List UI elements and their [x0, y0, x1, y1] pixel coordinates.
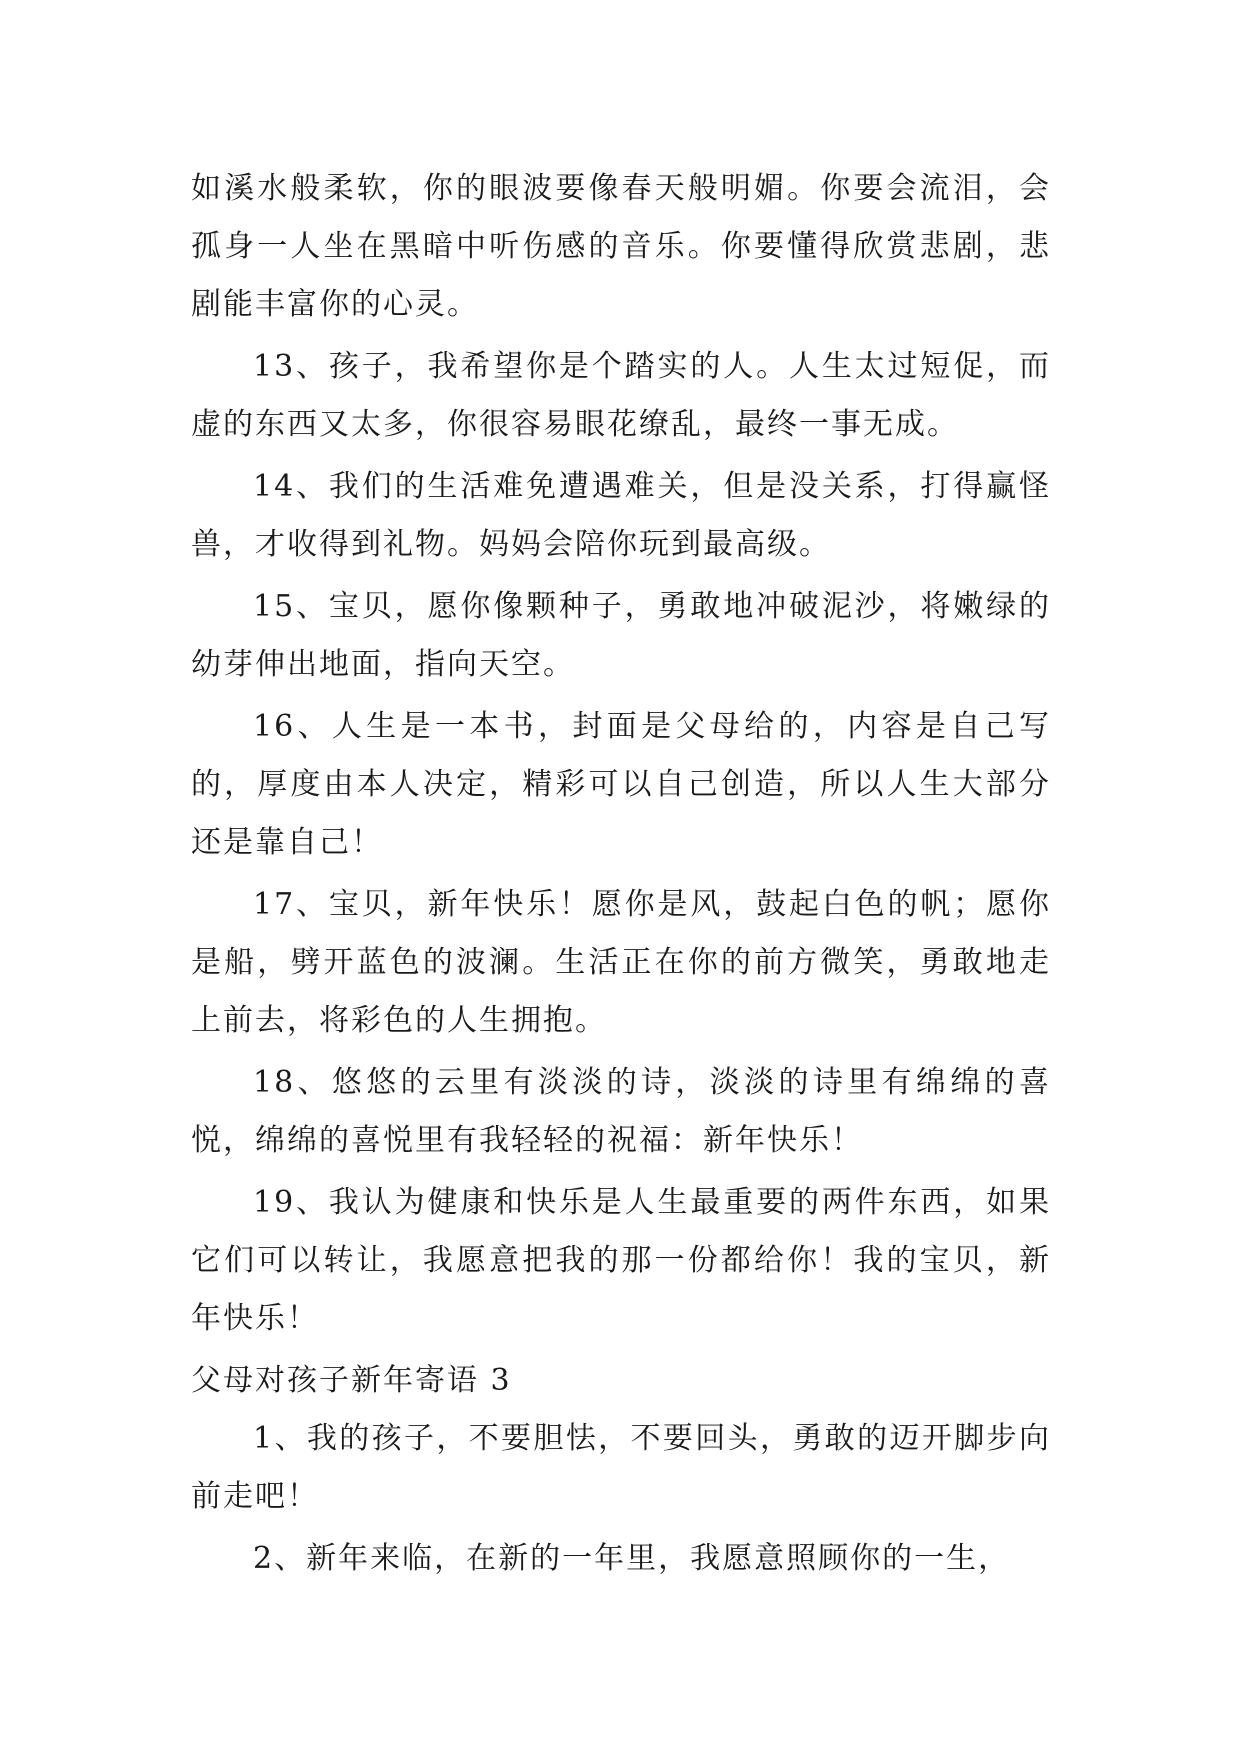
- section-heading: 父母对孩子新年寄语 3: [191, 1363, 512, 1398]
- section-paragraph-item-1: 1、我的孩子，不要胆怯，不要回头，勇敢的迈开脚步向前走吧！: [191, 1421, 1051, 1514]
- section-paragraph-item-2: 2、新年来临，在新的一年里，我愿意照顾你的一生，: [253, 1541, 1011, 1576]
- paragraph-item-16: 16、人生是一本书，封面是父母给的，内容是自己写的，厚度由本人决定，精彩可以自己创造，所以人生大部分还是靠自己！: [191, 709, 1051, 860]
- paragraph-item-13: 13、孩子，我希望你是个踏实的人。人生太过短促，而虚的东西又太多，你很容易眼花缭乱，最终一事无成。: [191, 349, 1051, 442]
- document-body: [191, 160, 1051, 1592]
- paragraph-item-19: 19、我认为健康和快乐是人生最重要的两件东西，如果它们可以转让，我愿意把我的那一份都给你！我的宝贝，新年快乐！: [191, 1185, 1051, 1336]
- paragraph-item-18: 18、悠悠的云里有淡淡的诗，淡淡的诗里有绵绵的喜悦，绵绵的喜悦里有我轻轻的祝福：新年快乐！: [191, 1065, 1051, 1158]
- paragraph-item-15: 15、宝贝，愿你像颗种子，勇敢地冲破泥沙，将嫩绿的幼芽伸出地面，指向天空。: [191, 589, 1051, 682]
- paragraph-item-17: 17、宝贝，新年快乐！愿你是风，鼓起白色的帆；愿你是船，劈开蓝色的波澜。生活正在你的前方微笑，勇敢地走上前去，将彩色的人生拥抱。: [191, 887, 1051, 1038]
- paragraph-continuation: 如溪水般柔软，你的眼波要像春天般明媚。你要会流泪，会孤身一人坐在黑暗中听伤感的音乐。你要懂得欣赏悲剧，悲剧能丰富你的心灵。: [191, 171, 1051, 322]
- paragraph-item-14: 14、我们的生活难免遭遇难关，但是没关系，打得赢怪兽，才收得到礼物。妈妈会陪你玩到最高级。: [191, 469, 1051, 562]
